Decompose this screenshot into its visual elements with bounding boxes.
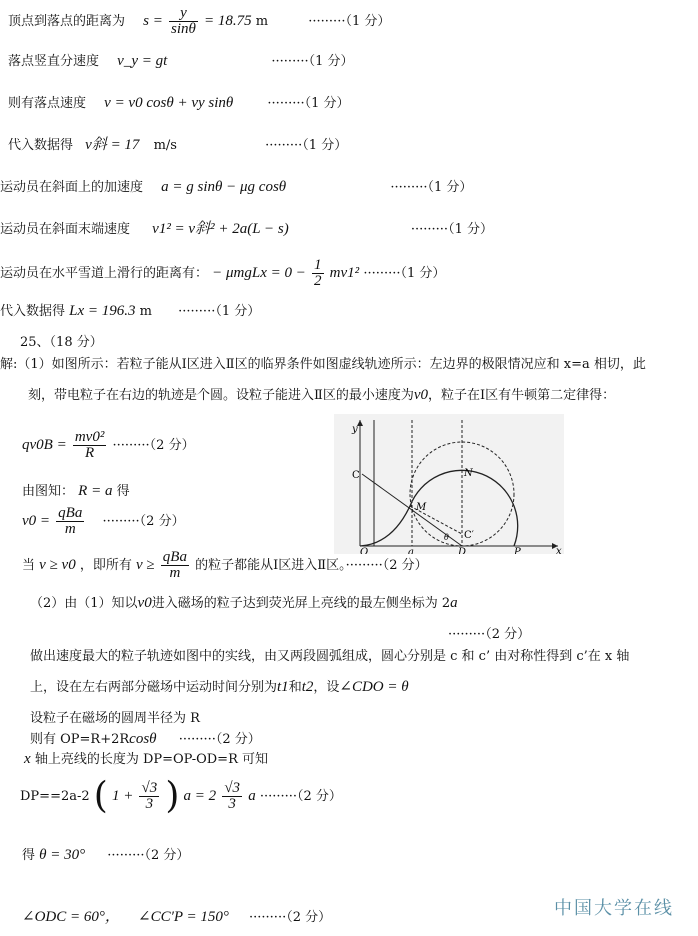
fraction — [169, 6, 198, 37]
label-a: a — [408, 547, 414, 554]
score: ·········（2 分） — [178, 732, 261, 747]
score: ·········（1 分） — [390, 180, 473, 195]
trajectory-figure — [334, 414, 564, 554]
fraction-sqrt3-over-3 — [139, 781, 159, 812]
label-o: O — [360, 547, 369, 554]
score: ·········（1 分） — [363, 266, 446, 281]
equation-part: DP==2a-2 — [20, 789, 90, 804]
label-cprime: C′ — [464, 530, 474, 541]
trajectory-diagram — [334, 414, 564, 554]
fraction-denominator: 2 — [314, 273, 322, 289]
unit: m — [139, 304, 152, 319]
fraction-numerator: 1 — [314, 257, 322, 273]
paragraph-4 — [30, 648, 629, 666]
score: ·········（1 分） — [271, 54, 354, 69]
paragraph-text: 轴上亮线的长度为 DP=OP-OD=R 可知 — [34, 752, 268, 767]
fraction-sqrt3-over-3-b — [222, 781, 242, 812]
paragraph-angles — [22, 908, 331, 927]
label-p: P — [514, 547, 521, 554]
line-text: 由图知： — [22, 484, 75, 499]
paragraph-text: 进入磁场的粒子达到荧光屏上亮线的最左侧坐标为 2 — [151, 596, 451, 611]
equation: v ≥ v0 — [39, 557, 76, 573]
line-substitute-2 — [0, 302, 260, 321]
paragraph-text: 和 — [288, 680, 302, 695]
line-text: ，即所有 — [79, 558, 132, 573]
fraction-numerator: qBa — [162, 549, 187, 565]
score-line — [448, 626, 530, 644]
label-m: M — [416, 502, 427, 513]
label-x: x — [556, 546, 562, 554]
unit: m/s — [153, 138, 177, 153]
score: ·········（1 分） — [265, 138, 348, 153]
fraction-denominator: R — [85, 445, 95, 461]
equation-3 — [22, 506, 185, 537]
equation-4 — [22, 550, 428, 581]
fraction — [73, 430, 107, 461]
fraction-denominator: 3 — [145, 796, 154, 812]
equation: θ = 30° — [39, 847, 86, 863]
line-text: 得 — [116, 484, 130, 499]
equation-2 — [22, 482, 130, 501]
fraction-numerator: mv0² — [74, 429, 105, 445]
fraction-numerator: qBa — [58, 505, 83, 521]
symbol-v0: v0 — [137, 595, 152, 611]
equation-dp — [20, 776, 342, 817]
equation-lhs: v0 = — [22, 513, 51, 529]
symbol-x: x — [24, 751, 31, 767]
equation: v_y = gt — [117, 53, 168, 69]
paragraph-3 — [30, 594, 458, 613]
equation-part: 1 + — [111, 788, 134, 804]
paragraph-text: 解:（1）如图所示：若粒子能从Ⅰ区进入Ⅱ区的临界条件如图虚线轨迹所示：左边界的极限情况应和 x=a 相切，此 — [0, 357, 646, 372]
score: ·········（1 分） — [267, 96, 350, 111]
line-distance — [8, 6, 390, 37]
score: ·········（2 分） — [107, 848, 190, 863]
question-label: 25、（18 分） — [20, 335, 103, 350]
fraction — [312, 258, 324, 289]
equation: cosθ — [129, 731, 157, 747]
score: ·········（2 分） — [448, 627, 531, 642]
equation: ∠CC′P = 150° — [138, 909, 229, 925]
label-d: D — [458, 547, 467, 554]
equation: ∠CDO = θ — [339, 679, 409, 695]
equation: v1² = v斜² + 2a(L − s) — [152, 221, 289, 237]
paragraph-6 — [30, 710, 200, 728]
fraction-denominator: m — [64, 521, 76, 537]
line-acceleration — [0, 178, 472, 197]
paragraph-text: 上，设在左右两部分磁场中运动时间分别为 — [30, 680, 278, 695]
paragraph-text: （2）由（1）知以 — [30, 596, 138, 611]
equation-part: − μmgLx = 0 − — [212, 265, 306, 281]
line-text: 运动员在斜面末端速度 — [0, 222, 131, 237]
fraction-denominator: sinθ — [171, 21, 196, 37]
question-number — [20, 334, 103, 352]
line-text: 运动员在水平雪道上滑行的距离有： — [0, 266, 209, 281]
paragraph-theta — [22, 846, 189, 865]
line-text: 的粒子都能从Ⅰ区进入Ⅱ区。·········（2 分） — [195, 558, 428, 573]
equation: R = a — [78, 483, 113, 499]
line-text: 代入数据得 — [0, 304, 66, 319]
line-slide-distance — [0, 258, 445, 289]
symbol-t2: t2 — [301, 679, 314, 695]
equation: a = g sinθ − μg cosθ — [161, 179, 287, 195]
fraction-denominator: m — [169, 565, 181, 581]
line-text: 代入数据得 — [8, 138, 74, 153]
paragraph-2 — [28, 386, 615, 405]
paragraph-text: ，设 — [313, 680, 340, 695]
paragraph-7 — [30, 730, 261, 749]
score: ·········（1 分） — [308, 14, 391, 29]
y-axis-arrow — [357, 420, 363, 426]
symbol-a: a — [450, 595, 458, 611]
line-text: 落点竖直分速度 — [8, 54, 100, 69]
equation-1 — [22, 430, 195, 461]
line-landing-velocity — [8, 94, 350, 113]
score: ·········（2 分） — [112, 438, 195, 453]
line-text: 则有落点速度 — [8, 96, 87, 111]
equation-part: mv1² — [329, 265, 360, 281]
fraction-numerator: √3 — [141, 780, 158, 796]
label-n: N — [464, 468, 473, 479]
line-text: 当 — [22, 558, 36, 573]
line-end-velocity — [0, 220, 493, 239]
equation-lhs: s = — [143, 13, 163, 29]
score: ·········（2 分） — [259, 789, 342, 804]
unit: m — [255, 14, 269, 29]
score: ·········（1 分） — [410, 222, 493, 237]
fraction — [161, 550, 189, 581]
equation: ∠ODC = 60°， — [22, 909, 120, 925]
equation: Lx = 196.3 — [69, 303, 136, 319]
paragraph-text: 得 — [22, 848, 36, 863]
paragraph-1 — [0, 356, 646, 374]
line-substitute-1 — [8, 136, 347, 155]
equation: v斜 = 17 — [85, 137, 140, 153]
paragraph-5 — [30, 678, 409, 697]
watermark: 中国大学在线 — [554, 898, 674, 919]
label-c: C — [352, 470, 360, 481]
paren-left: ( — [93, 775, 108, 817]
equation: v ≥ — [136, 557, 155, 573]
label-y: y — [352, 424, 358, 435]
fraction — [56, 506, 84, 537]
paragraph-8 — [24, 750, 268, 769]
paragraph-text: 刻，带电粒子在右边的轨迹是个圆。设粒子能进入Ⅱ区的最小速度为 — [28, 388, 414, 403]
equation-rhs: = 18.75 — [204, 13, 252, 29]
score: ·········（2 分） — [102, 514, 185, 529]
fraction-denominator: 3 — [228, 796, 236, 812]
equation: v = v0 cosθ + vy sinθ — [104, 95, 234, 111]
equation-part: a = 2 — [183, 788, 217, 804]
score: ·········（1 分） — [178, 304, 261, 319]
line-text: 顶点到落点的距离为 — [8, 14, 126, 29]
symbol-t1: t1 — [277, 679, 289, 695]
fraction-numerator: y — [169, 6, 198, 22]
paragraph-text: ，粒子在Ⅰ区有牛顿第二定律得： — [428, 388, 616, 403]
paragraph-text: 设粒子在磁场的圆周半径为 R — [30, 711, 200, 726]
score: ·········（2 分） — [249, 910, 332, 925]
label-theta: θ — [444, 533, 449, 542]
line-vertical-velocity — [8, 52, 354, 71]
equation-part: a — [248, 788, 256, 804]
paragraph-text: 做出速度最大的粒子轨迹如图中的实线，由又两段圆弧组成，圆心分别是 c 和 c’ 由对称性得到 c’在 x 轴 — [30, 649, 630, 664]
equation-lhs: qv0B = — [22, 437, 67, 453]
line-text: 运动员在斜面上的加速度 — [0, 180, 144, 195]
fraction-numerator: √3 — [224, 780, 241, 796]
paragraph-text: 则有 OP=R+2R — [30, 732, 130, 747]
paren-right: ) — [165, 775, 180, 817]
symbol-v0: v0 — [413, 387, 429, 403]
